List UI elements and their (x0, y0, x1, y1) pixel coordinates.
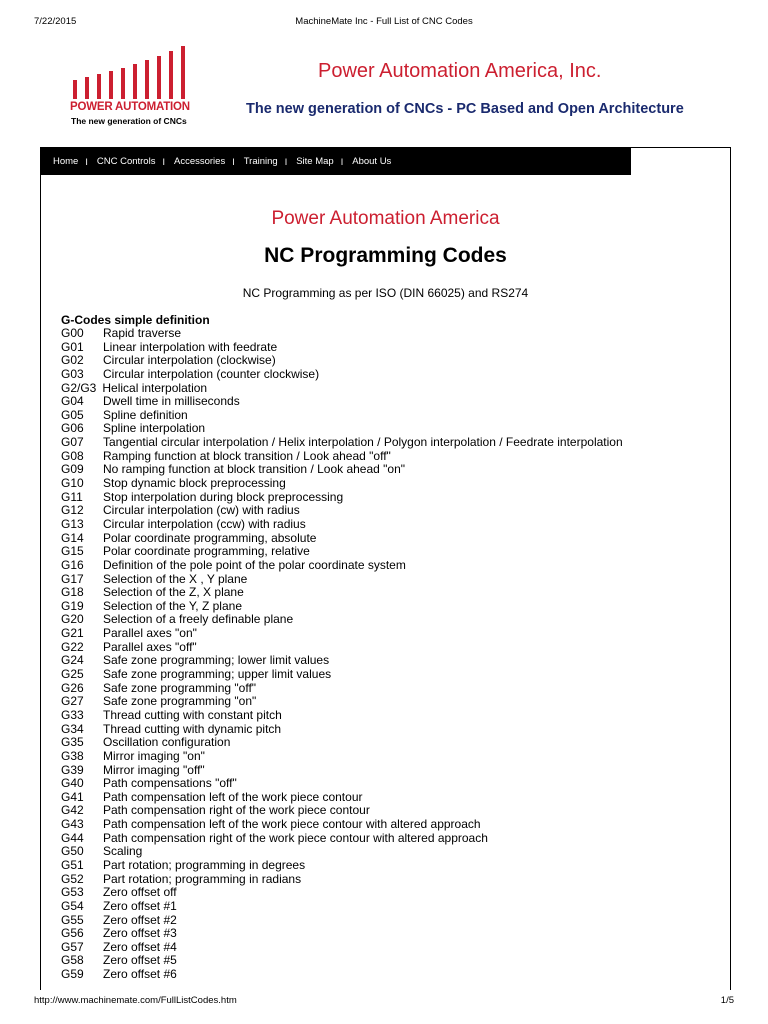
print-page-number: 1/5 (720, 995, 734, 1006)
code-description: Tangential circular interpolation / Helix interpolation / Polygon interpolation / Feedrate interpolation (103, 435, 623, 450)
nav-accessories[interactable]: Accessories (173, 156, 226, 167)
code-label: G51 (61, 857, 84, 872)
company-name: Power Automation America, Inc. (318, 60, 602, 82)
code-row (61, 586, 721, 600)
code-label: G18 (61, 585, 84, 600)
code-row (61, 927, 721, 941)
code-label: G13 (61, 516, 84, 531)
code-label: G52 (61, 871, 84, 886)
code-row (61, 750, 721, 764)
nav-training[interactable]: Training (243, 156, 278, 167)
code-label: G57 (61, 939, 84, 954)
code-description: Safe zone programming "on" (103, 694, 257, 709)
code-label: G53 (61, 885, 84, 900)
code-label: G26 (61, 680, 84, 695)
code-label: G33 (61, 707, 84, 722)
print-date: 7/22/2015 (34, 16, 77, 27)
print-footer (34, 995, 734, 1009)
code-label: G02 (61, 353, 84, 368)
code-description: Polar coordinate programming, absolute (103, 530, 317, 545)
g-code-list (61, 327, 721, 982)
code-description: Path compensations "off" (103, 776, 237, 791)
code-row (61, 859, 721, 873)
code-description: Path compensation right of the work piece contour (103, 803, 370, 818)
nav-site-map[interactable]: Site Map (296, 156, 334, 167)
code-label: G59 (61, 967, 84, 982)
code-description: Mirror imaging "on" (103, 748, 205, 763)
code-row (61, 682, 721, 696)
code-label: G54 (61, 898, 84, 913)
logo-name: POWER AUTOMATION (70, 101, 190, 113)
code-description: Selection of the Z, X plane (103, 585, 244, 600)
code-label: G07 (61, 435, 84, 450)
code-description: Zero offset #5 (103, 953, 177, 968)
code-row (61, 900, 721, 914)
code-row (61, 436, 721, 450)
code-description: Zero offset #2 (103, 912, 177, 927)
code-description: Circular interpolation (counter clockwise) (103, 366, 320, 381)
code-label: G25 (61, 667, 84, 682)
print-url: http://www.machinemate.com/FullListCodes.htm (34, 995, 237, 1006)
code-row (61, 941, 721, 955)
code-label: G27 (61, 694, 84, 709)
code-row (61, 914, 721, 928)
code-label: G14 (61, 530, 84, 545)
power-automation-logo[interactable] (70, 44, 206, 130)
code-description: No ramping function at block transition / Look ahead "on" (103, 462, 406, 477)
code-row (61, 477, 721, 491)
page-subtitle: NC Programming as per ISO (DIN 66025) and RS274 (242, 286, 529, 300)
code-row (61, 832, 721, 846)
code-row (61, 968, 721, 982)
code-description: Dwell time in milliseconds (103, 394, 240, 409)
nav-cnc-controls[interactable]: CNC Controls (96, 156, 156, 167)
code-row (61, 532, 721, 546)
code-label: G24 (61, 653, 84, 668)
code-label: G42 (61, 803, 84, 818)
nav-separator: I (340, 156, 344, 167)
code-label: G19 (61, 598, 84, 613)
code-description: Spline interpolation (103, 421, 206, 436)
section-heading: G-Codes simple definition (61, 313, 210, 327)
code-row (61, 409, 721, 423)
code-label: G50 (61, 844, 84, 859)
site-tagline: The new generation of CNCs - PC Based and Open Architecture (246, 101, 684, 117)
code-label: G40 (61, 776, 84, 791)
code-description: Safe zone programming "off" (103, 680, 257, 695)
code-row (61, 668, 721, 682)
code-label: G05 (61, 407, 84, 422)
code-description: Parallel axes "on" (103, 626, 197, 641)
code-description: Definition of the pole point of the polar coordinate system (103, 557, 406, 572)
code-label: G43 (61, 817, 84, 832)
code-row (61, 545, 721, 559)
code-row (61, 723, 721, 737)
code-row (61, 559, 721, 573)
code-label: G2/G3 (61, 380, 97, 395)
code-label: G03 (61, 366, 84, 381)
logo-tagline: The new generation of CNCs (71, 116, 187, 126)
code-label: G38 (61, 748, 84, 763)
code-description: Part rotation; programming in radians (103, 871, 302, 886)
code-description: Thread cutting with constant pitch (103, 707, 282, 722)
code-label: G21 (61, 626, 84, 641)
nav-separator: I (85, 156, 88, 167)
code-description: Mirror imaging "off" (103, 762, 205, 777)
code-description: Zero offset off (103, 885, 177, 900)
code-description: Zero offset #6 (103, 967, 177, 982)
code-description: Circular interpolation (ccw) with radius (103, 516, 306, 531)
code-description: Zero offset #4 (103, 939, 177, 954)
code-description: Helical interpolation (102, 380, 208, 395)
code-label: G44 (61, 830, 84, 845)
code-label: G11 (61, 489, 83, 504)
code-description: Polar coordinate programming, relative (103, 544, 310, 559)
nav-separator: I (162, 156, 165, 167)
code-row (61, 613, 721, 627)
code-label: G34 (61, 721, 84, 736)
code-row (61, 641, 721, 655)
code-label: G17 (61, 571, 84, 586)
code-row (61, 422, 721, 436)
code-description: Scaling (103, 844, 143, 859)
code-label: G10 (61, 476, 84, 491)
code-label: G01 (61, 339, 84, 354)
code-row (61, 368, 721, 382)
code-description: Circular interpolation (clockwise) (103, 353, 276, 368)
code-description: Path compensation left of the work piece contour (103, 789, 363, 804)
code-description: Circular interpolation (cw) with radius (103, 503, 300, 518)
code-label: G20 (61, 612, 84, 627)
code-description: Stop interpolation during block preprocessing (103, 489, 344, 504)
print-header (34, 16, 734, 30)
code-row (61, 327, 721, 341)
code-row (61, 382, 721, 396)
main-content-frame (40, 147, 731, 990)
page-title: NC Programming Codes (264, 244, 507, 267)
code-label: G58 (61, 953, 84, 968)
code-description: Parallel axes "off" (103, 639, 197, 654)
code-row (61, 395, 721, 409)
print-document-title: MachineMate Inc - Full List of CNC Codes (295, 16, 473, 27)
code-label: G35 (61, 735, 84, 750)
code-label: G15 (61, 544, 84, 559)
code-row (61, 573, 721, 587)
code-row (61, 886, 721, 900)
nav-separator: I (232, 156, 235, 167)
code-label: G22 (61, 639, 84, 654)
code-label: G09 (61, 462, 84, 477)
code-description: Path compensation left of the work piece contour with altered approach (103, 817, 481, 832)
code-description: Selection of the X , Y plane (103, 571, 248, 586)
code-label: G08 (61, 448, 84, 463)
site-title: Power Automation America (271, 208, 500, 229)
code-description: Zero offset #3 (103, 926, 177, 941)
code-row (61, 518, 721, 532)
code-description: Stop dynamic block preprocessing (103, 476, 286, 491)
code-description: Thread cutting with dynamic pitch (103, 721, 282, 736)
code-row (61, 954, 721, 968)
code-description: Selection of the Y, Z plane (103, 598, 242, 613)
nav-separator: I (284, 156, 288, 167)
code-description: Zero offset #1 (103, 898, 177, 913)
code-row (61, 777, 721, 791)
code-row (61, 354, 721, 368)
code-row (61, 341, 721, 355)
code-row (61, 627, 721, 641)
nav-about-us[interactable]: About Us (352, 156, 392, 167)
code-label: G39 (61, 762, 84, 777)
code-description: Selection of a freely definable plane (103, 612, 294, 627)
code-label: G06 (61, 421, 84, 436)
code-row (61, 600, 721, 614)
nav-home[interactable]: Home (53, 156, 79, 167)
code-row (61, 463, 721, 477)
code-row (61, 695, 721, 709)
code-row (61, 450, 721, 464)
code-row (61, 804, 721, 818)
code-label: G55 (61, 912, 84, 927)
code-row (61, 491, 721, 505)
code-description: Part rotation; programming in degrees (103, 857, 306, 872)
code-row (61, 709, 721, 723)
code-description: Spline definition (103, 407, 188, 422)
code-description: Rapid traverse (103, 326, 182, 340)
code-description: Linear interpolation with feedrate (103, 339, 278, 354)
code-description: Path compensation right of the work piece contour with altered approach (103, 830, 488, 845)
code-label: G12 (61, 503, 84, 518)
code-row (61, 504, 721, 518)
code-row (61, 736, 721, 750)
code-description: Safe zone programming; upper limit values (103, 667, 332, 682)
code-label: G56 (61, 926, 84, 941)
code-row (61, 818, 721, 832)
code-label: G04 (61, 394, 84, 409)
code-description: Ramping function at block transition / Look ahead "off" (103, 448, 391, 463)
code-label: G16 (61, 557, 84, 572)
code-row (61, 791, 721, 805)
code-row (61, 873, 721, 887)
main-navbar (41, 148, 631, 175)
code-row (61, 845, 721, 859)
logo-bars-icon (70, 44, 200, 100)
code-label: G00 (61, 326, 84, 340)
code-row (61, 764, 721, 778)
code-label: G41 (61, 789, 84, 804)
code-description: Oscillation configuration (103, 735, 231, 750)
code-row (61, 654, 721, 668)
code-description: Safe zone programming; lower limit values (103, 653, 330, 668)
